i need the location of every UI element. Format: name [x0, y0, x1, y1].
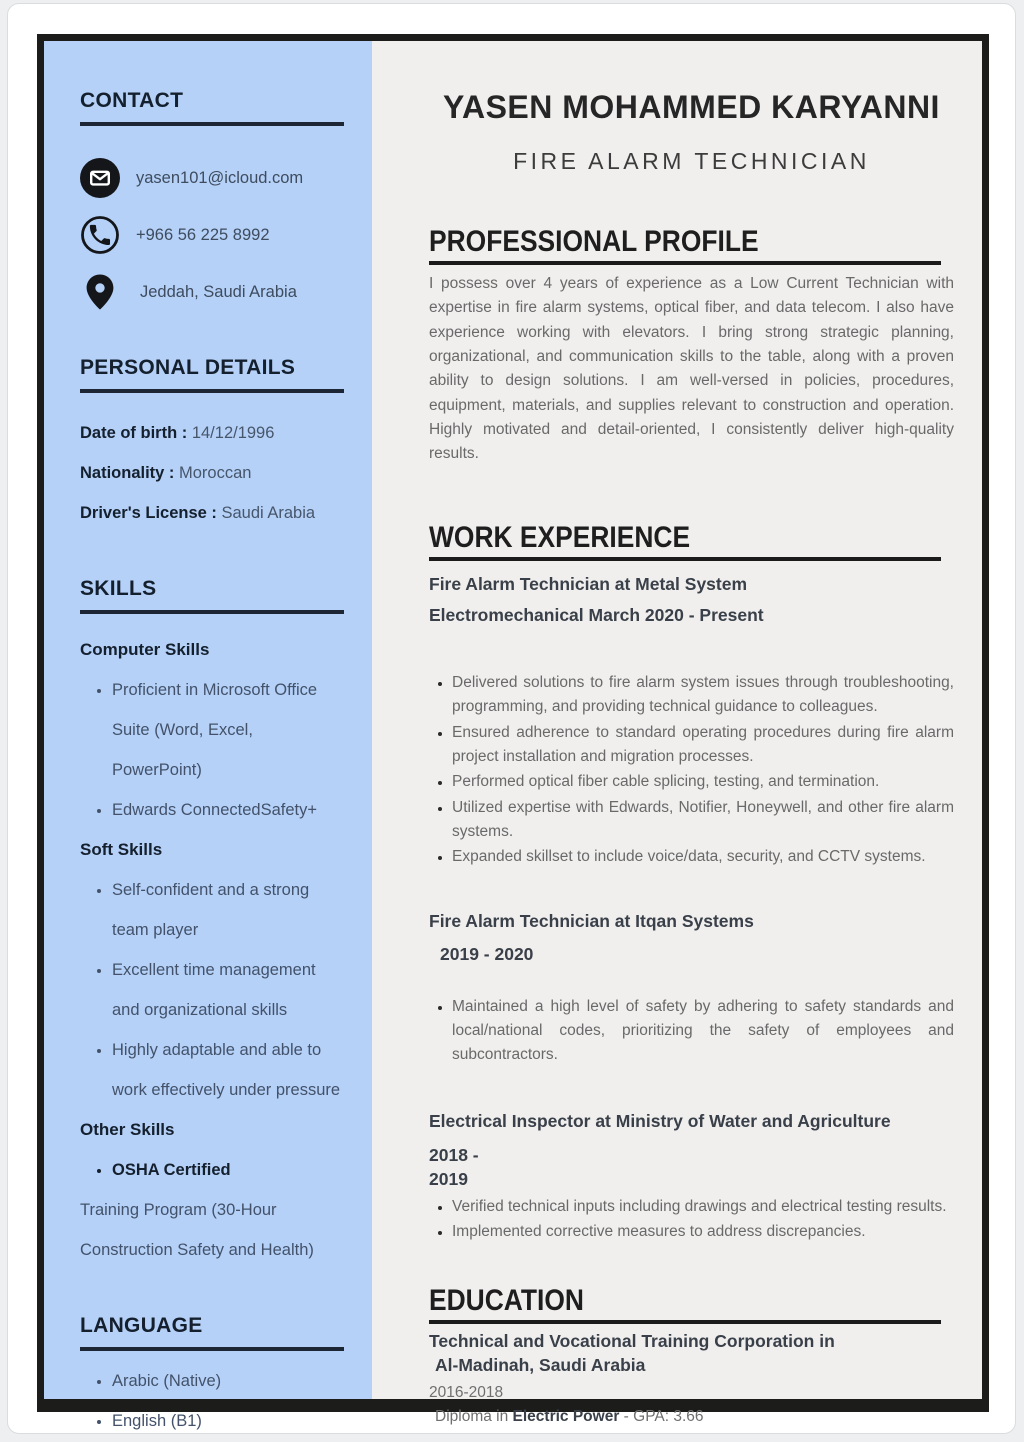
professional-profile-rule [429, 261, 941, 265]
contact-phone: +966 56 225 8992 [136, 225, 270, 244]
document-card [7, 3, 1016, 1434]
contact-rule [80, 122, 344, 126]
contact-list [80, 158, 344, 312]
personal-details-rule [80, 389, 344, 393]
skill-item: • Edwards ConnectedSafety+ [112, 790, 344, 830]
skills-group-other: Other Skills [80, 1120, 175, 1139]
job-itqan-systems [429, 906, 954, 1068]
contact-row-email [80, 158, 344, 198]
work-experience-rule [429, 557, 941, 561]
education-section [429, 1284, 954, 1426]
personal-details-section [80, 356, 344, 533]
contact-section [80, 89, 344, 312]
skill-item: • Highly adaptable and able to work effectively under pressure [112, 1030, 344, 1110]
computer-skills-list [80, 670, 344, 830]
job-bullets [429, 995, 954, 1068]
soft-skills-list [80, 870, 344, 1110]
detail-date-of-birth: Date of birth : 14/12/1996 [80, 424, 275, 442]
education-title: EDUCATION [429, 1284, 584, 1318]
contact-row-location [80, 272, 344, 312]
skill-item-osha: • OSHA Certified [112, 1150, 344, 1190]
job-title: Fire Alarm Technician at Metal System Electromechanical March 2020 - Present [429, 573, 764, 625]
job-title: Electrical Inspector at Ministry of Water and Agriculture [429, 1110, 891, 1131]
skill-item: • Self-confident and a strong team player [112, 870, 344, 950]
other-skills-list [80, 1150, 344, 1190]
professional-profile-text: I possess over 4 years of experience as a Low Current Technician with expertise in fire alarm systems, optical fiber, and data telecom. I also have experience working with elevators. I bring strong strategic planning, organizational, and communication skills to the table, along with a proven ability to design solutions. I am well-versed in policies, procedures, equipment, materials, and supplies relevant to construction and operation. Highly motivated and detail-oriented, I consistently deliver high-quality results. [429, 275, 954, 463]
skill-item: • Excellent time management and organizational skills [112, 950, 344, 1030]
job-title: Fire Alarm Technician at Itqan Systems [429, 910, 754, 931]
skills-group-computer: Computer Skills [80, 640, 210, 659]
skills-list [80, 630, 344, 1270]
job-bullets [429, 671, 954, 870]
language-rule [80, 1347, 344, 1351]
work-experience-section [429, 521, 954, 1245]
professional-profile-section [429, 225, 954, 467]
work-experience-title: WORK EXPERIENCE [429, 520, 691, 554]
personal-details-title: PERSONAL DETAILS [80, 356, 296, 379]
skills-rule [80, 610, 344, 614]
language-item: • English (B1) [112, 1401, 344, 1441]
job-bullet: • Verified technical inputs including drawings and electrical testing results. [452, 1195, 954, 1219]
job-bullet: • Delivered solutions to fire alarm system issues through troubleshooting, programming, and providing technical guidance to colleagues. [452, 671, 954, 720]
contact-row-phone [80, 215, 344, 255]
main-column [372, 41, 982, 1425]
education-dates: 2016-2018 [429, 1383, 504, 1401]
job-bullet: • Utilized expertise with Edwards, Notifier, Honeywell, and other fire alarm systems. [452, 796, 954, 845]
job-dates: 2019 - 2020 [440, 943, 534, 964]
personal-details-list [80, 413, 344, 533]
email-icon [80, 158, 120, 198]
skills-section [80, 577, 344, 1270]
sidebar [44, 41, 372, 1430]
detail-drivers-license: Driver's License : Saudi Arabia [80, 504, 316, 522]
candidate-name: YASEN MOHAMMED KARYANNI [443, 89, 940, 125]
professional-profile-title: PROFESSIONAL PROFILE [429, 225, 759, 258]
language-section [80, 1314, 344, 1441]
phone-icon [80, 215, 120, 255]
contact-location: Jeddah, Saudi Arabia [140, 282, 297, 301]
candidate-job-title: FIRE ALARM TECHNICIAN [513, 148, 870, 174]
job-bullets [429, 1195, 954, 1245]
location-icon [80, 272, 120, 312]
skills-note: Training Program (30-Hour Construction Safety and Health) [80, 1201, 314, 1259]
language-title: LANGUAGE [80, 1314, 203, 1337]
document-frame [37, 34, 989, 1430]
skills-group-soft: Soft Skills [80, 840, 163, 859]
job-bullet: • Performed optical fiber cable splicing, testing, and termination. [452, 770, 954, 794]
job-metal-system [429, 569, 954, 870]
education-rule [429, 1320, 941, 1324]
language-item: • Arabic (Native) [112, 1361, 344, 1401]
skills-title: SKILLS [80, 577, 157, 600]
skill-item: • Proficient in Microsoft Office Suite (Word, Excel, PowerPoint) [112, 670, 344, 790]
job-bullet: • Implemented corrective measures to address discrepancies. [452, 1220, 954, 1244]
job-bullet: • Maintained a high level of safety by adhering to safety standards and local/national codes, prioritizing the safety of employees and subcontractors. [452, 995, 954, 1068]
detail-nationality: Nationality : Moroccan [80, 464, 252, 482]
job-dates: 2018 - 2019 [429, 1144, 479, 1190]
job-ministry-water-agriculture [429, 1106, 954, 1245]
education-school: Technical and Vocational Training Corporation in Al-Madinah, Saudi Arabia [429, 1331, 835, 1375]
education-degree: Diploma in Electric Power - GPA: 3.66 [435, 1407, 704, 1425]
language-list [80, 1361, 344, 1441]
contact-title: CONTACT [80, 89, 184, 112]
contact-email: yasen101@icloud.com [136, 168, 304, 187]
job-bullet: • Ensured adherence to standard operating procedures during fire alarm project installation and migration processes. [452, 721, 954, 770]
job-bullet: • Expanded skillset to include voice/data, security, and CCTV systems. [452, 845, 954, 869]
